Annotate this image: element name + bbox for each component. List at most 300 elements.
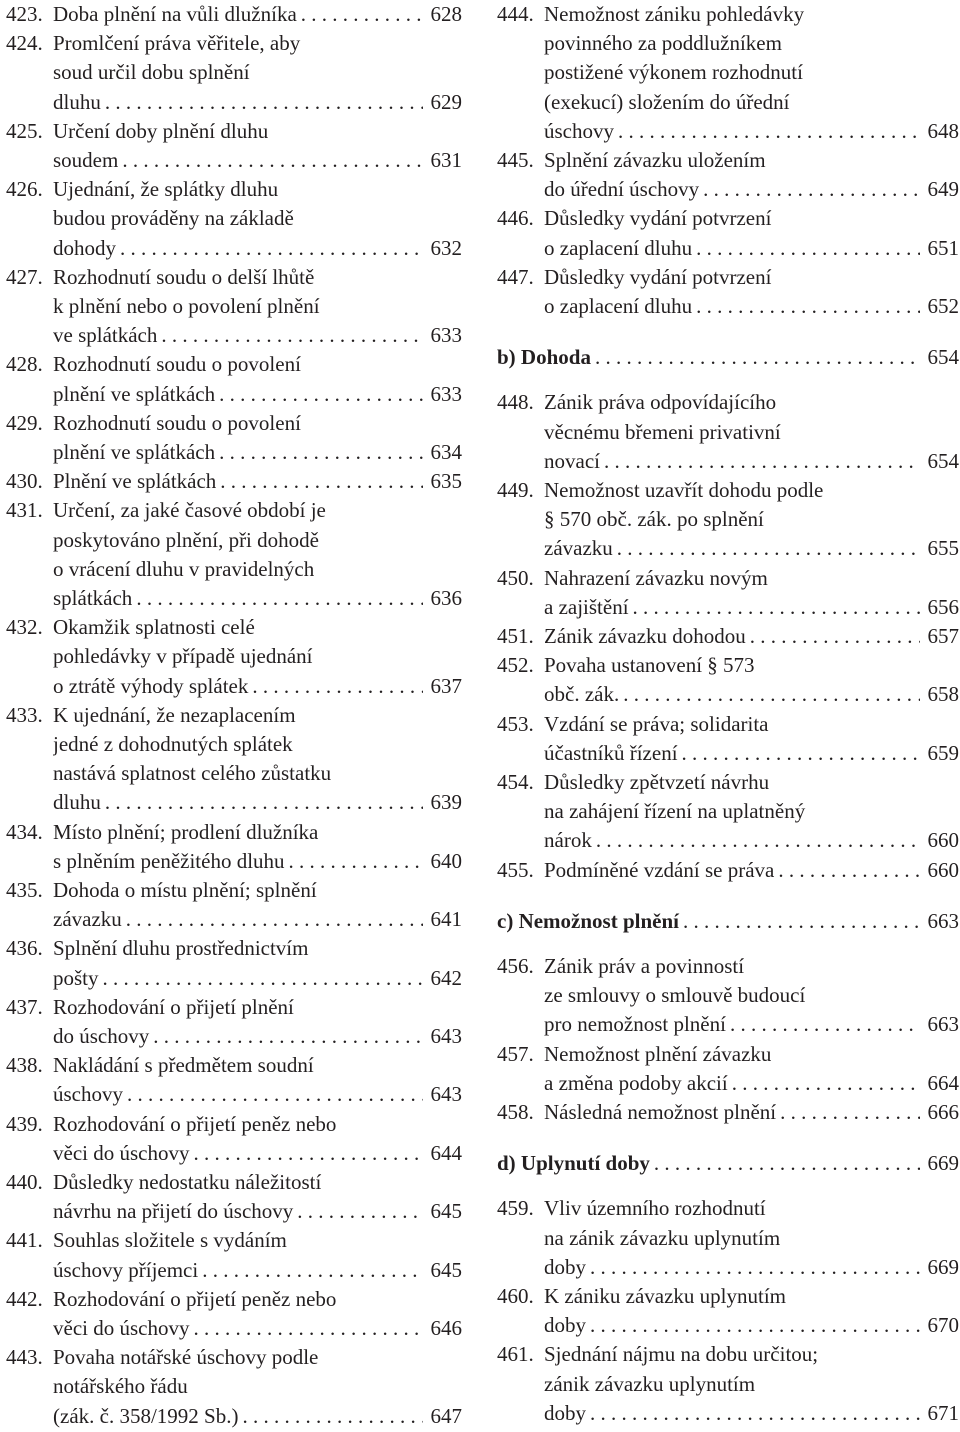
dot-leader [776, 1098, 919, 1127]
entry-title-line [53, 584, 462, 613]
entry-number: 424. [6, 31, 43, 56]
entry-title-line: Určení doby plnění dluhu [53, 118, 269, 143]
entry-title-line [544, 1098, 959, 1127]
entry-title-text: s plněním peněžitého dluhu [53, 848, 285, 873]
toc-entry[interactable] [497, 0, 959, 146]
entry-title [53, 1168, 462, 1226]
page-number: 631 [430, 147, 462, 172]
toc-entry[interactable] [6, 818, 462, 876]
entry-title-line: povinného za poddlužníkem [544, 31, 782, 56]
entry-title-line: Určení, za jaké časové období je [53, 498, 326, 523]
entry-title-line [53, 1197, 462, 1226]
page-number: 659 [927, 740, 959, 765]
entry-title-line [53, 1022, 462, 1051]
toc-entry[interactable] [497, 952, 959, 1040]
entry-title [544, 622, 959, 651]
entry-number: 454. [497, 770, 534, 794]
entry-title-line: zánik závazku uplynutím [544, 1371, 756, 1396]
entry-title-text: ve splátkách [53, 323, 158, 348]
entry-number: 431. [6, 498, 43, 523]
entry-title-line [53, 672, 462, 701]
entry-title-line [53, 1402, 462, 1431]
toc-entry[interactable] [6, 934, 462, 992]
dot-leader [592, 826, 920, 855]
toc-entry[interactable] [6, 1110, 462, 1168]
toc-entry[interactable] [6, 1285, 462, 1343]
page-number: 643 [430, 1082, 462, 1107]
page-number: 647 [430, 1403, 462, 1428]
entry-title-line [544, 739, 959, 768]
entry-number: 457. [497, 1041, 534, 1066]
entry-title-line: Povaha ustanovení § 573 [544, 653, 755, 678]
toc-entry[interactable] [6, 0, 462, 29]
entry-title [544, 0, 959, 146]
entry-title-line: Nemožnost uzavřít dohodu podle [544, 478, 824, 502]
entry-title-text: (zák. č. 358/1992 Sb.) [53, 1403, 239, 1428]
entry-title-line: soud určil dobu splnění [53, 60, 250, 85]
entry-title-line: Souhlas složitele s vydáním [53, 1228, 287, 1253]
toc-entry[interactable] [6, 1168, 462, 1226]
entry-title-line [53, 1139, 462, 1168]
dot-leader [692, 292, 919, 321]
dot-leader [293, 1197, 422, 1226]
dot-leader [629, 593, 920, 622]
entry-title-text: doby [544, 1313, 586, 1338]
entry-title-line: Rozhodování o přijetí peněz nebo [53, 1286, 337, 1311]
entry-title-text: dluhu [53, 790, 101, 815]
entry-title-text: dluhu [53, 89, 101, 114]
entry-title-line [544, 292, 959, 321]
page-number: 629 [430, 89, 462, 114]
entry-title [544, 651, 959, 709]
entry-title-line: poskytováno plnění, při dohodě [53, 527, 319, 552]
toc-entry[interactable] [497, 476, 959, 564]
dot-leader [101, 88, 423, 117]
entry-title-text: Podmíněné vzdání se práva [544, 857, 775, 882]
entry-title-line: Vliv územního rozhodnutí [544, 1196, 766, 1221]
entry-title-line: na zánik závazku uplynutím [544, 1225, 781, 1250]
entry-title-line: pohledávky v případě ujednání [53, 644, 313, 669]
dot-leader [215, 380, 422, 409]
entry-title [53, 1110, 462, 1168]
dot-leader [285, 847, 423, 876]
entry-title-text: závazku [544, 536, 613, 561]
toc-entry[interactable] [6, 1051, 462, 1109]
section-title: c) Nemožnost plnění [497, 908, 679, 933]
entry-title-line: ze smlouvy o smlouvě budoucí [544, 983, 806, 1008]
toc-entry[interactable] [6, 1226, 462, 1284]
entry-title-line: Rozhodnutí soudu o delší lhůtě [53, 264, 315, 289]
toc-entry[interactable] [497, 204, 959, 262]
entry-number: 436. [6, 936, 43, 961]
page-number: 660 [927, 857, 959, 882]
entry-title-line [53, 788, 462, 817]
dot-leader [728, 1069, 920, 1098]
page-number: 654 [927, 448, 959, 473]
entry-title-text: návrhu na přijetí do úschovy [53, 1199, 294, 1224]
entry-number: 438. [6, 1053, 43, 1078]
dot-leader [586, 1399, 920, 1428]
entry-title-line: Ujednání, že splátky dluhu [53, 177, 279, 202]
entry-title-line: Nakládání s předmětem soudní [53, 1053, 314, 1078]
page-number: 643 [430, 1023, 462, 1048]
entry-title-line: Důsledky vydání potvrzení [544, 264, 772, 289]
entry-title-text: věci do úschovy [53, 1315, 190, 1340]
dot-leader [149, 1022, 422, 1051]
entry-number: 437. [6, 994, 43, 1019]
entry-title-line: Okamžik splatnosti celé [53, 615, 255, 640]
dot-leader [122, 905, 423, 934]
toc-entry[interactable] [6, 613, 462, 701]
entry-title [53, 467, 462, 496]
toc-entry[interactable] [497, 1098, 959, 1127]
entry-title-line [53, 321, 462, 350]
page-number: 646 [430, 1315, 462, 1340]
toc-entry[interactable] [6, 496, 462, 613]
toc-entry[interactable] [6, 701, 462, 818]
entry-title-text: Plnění ve splátkách [53, 469, 217, 494]
dot-leader [157, 321, 422, 350]
entry-title-line: Nahrazení závazku novým [544, 565, 768, 590]
entry-title-line: Sjednání nájmu na dobu určitou; [544, 1342, 819, 1367]
entry-title [53, 1226, 462, 1284]
entry-title [53, 818, 462, 876]
entry-title-line [53, 467, 462, 496]
entry-title-line: o vrácení dluhu v pravidelných [53, 556, 315, 581]
dot-leader [614, 117, 920, 146]
toc-entry[interactable] [497, 1194, 959, 1282]
dot-leader [774, 856, 919, 885]
page-number: 649 [927, 177, 959, 202]
entry-title [53, 29, 462, 117]
entry-title-text: dohody [53, 235, 116, 260]
toc-entry[interactable] [6, 1343, 462, 1431]
entry-title-line: jedné z dohodnutých splátek [53, 731, 293, 756]
toc-entry[interactable] [497, 1040, 959, 1098]
toc-entry[interactable] [6, 175, 462, 263]
entry-title-line: Povaha notářské úschovy podle [53, 1345, 319, 1370]
section-title: b) Dohoda [497, 345, 591, 370]
page-number: 634 [430, 439, 462, 464]
entry-title-line: Rozhodování o přijetí peněz nebo [53, 1111, 337, 1136]
toc-entry[interactable] [497, 263, 959, 321]
page-number: 633 [430, 323, 462, 348]
dot-leader [123, 1080, 423, 1109]
entry-title-line: Zánik práva odpovídajícího [544, 390, 777, 415]
entry-number: 459. [497, 1196, 534, 1221]
entry-number: 433. [6, 702, 43, 727]
page-number: 642 [430, 965, 462, 990]
entry-number: 434. [6, 819, 43, 844]
entry-number: 430. [6, 469, 43, 494]
entry-number: 453. [497, 711, 534, 736]
dot-leader [198, 1256, 422, 1285]
entry-title-line: K ujednání, že nezaplacením [53, 702, 296, 727]
entry-title-line: Důsledky zpětvzetí návrhu [544, 770, 770, 794]
entry-number: 442. [6, 1286, 43, 1311]
entry-title-text: o zaplacení dluhu [544, 293, 693, 318]
entry-number: 451. [497, 624, 534, 648]
entry-number: 447. [497, 264, 534, 289]
page-number: 651 [927, 235, 959, 260]
entry-title-line: Nemožnost zániku pohledávky [544, 2, 805, 26]
entry-number: 445. [497, 148, 534, 172]
entry-title-line: Rozhodnutí soudu o povolení [53, 352, 301, 377]
entry-title [544, 1340, 959, 1428]
entry-title-line [544, 1311, 959, 1340]
entry-title-line [53, 964, 462, 993]
page-number: 655 [927, 536, 959, 561]
entry-number: 444. [497, 2, 534, 26]
entry-title-line [53, 847, 462, 876]
entry-title-text: Následná nemožnost plnění [544, 1100, 777, 1124]
entry-title [53, 496, 462, 613]
toc-entry[interactable] [6, 29, 462, 117]
toc-entry[interactable] [497, 564, 959, 622]
section-title: d) Uplynutí doby [497, 1151, 650, 1176]
entry-title [544, 1040, 959, 1098]
page-number: 633 [430, 381, 462, 406]
entry-title-text: do úschovy [53, 1023, 150, 1048]
entry-title-text: doby [544, 1254, 586, 1279]
page-number: 652 [927, 293, 959, 318]
entry-title-text: a zajištění [544, 594, 629, 619]
entry-title-line [544, 1069, 959, 1098]
dot-leader [297, 0, 423, 29]
entry-title-line: nastává splatnost celého zůstatku [53, 761, 332, 786]
dot-leader [189, 1139, 422, 1168]
entry-title-text: pro nemožnost plnění [544, 1012, 726, 1037]
entry-number: 446. [497, 206, 534, 231]
page-number: 645 [430, 1257, 462, 1282]
entry-title-text: o zaplacení dluhu [544, 235, 693, 260]
entry-title [544, 204, 959, 262]
entry-title [544, 710, 959, 768]
entry-title [53, 993, 462, 1051]
entry-title-line: budou prováděny na základě [53, 206, 294, 231]
entry-title-line: Splnění závazku uložením [544, 148, 766, 172]
dot-leader [586, 1253, 920, 1282]
entry-title [53, 409, 462, 467]
entry-title-line [544, 856, 959, 885]
entry-title-line [53, 1314, 462, 1343]
entry-number: 429. [6, 410, 43, 435]
toc-entry[interactable] [497, 1340, 959, 1428]
toc-entry[interactable] [6, 409, 462, 467]
entry-title-line [53, 905, 462, 934]
entry-title [53, 1051, 462, 1109]
entry-title-line [53, 1256, 462, 1285]
entry-title-text: novací [544, 448, 600, 473]
entry-title [53, 1343, 462, 1431]
dot-leader [650, 1149, 920, 1178]
toc-entry[interactable] [497, 1282, 959, 1340]
entry-title-line: Dohoda o místu plnění; splnění [53, 878, 317, 902]
toc-entry[interactable] [6, 876, 462, 934]
entry-title [544, 263, 959, 321]
entry-title-line: k plnění nebo o povolení plnění [53, 293, 320, 318]
entry-title-line [544, 175, 959, 204]
dot-leader [118, 146, 422, 175]
dot-leader [692, 234, 919, 263]
dot-leader [699, 175, 919, 204]
entry-title-line: Nemožnost plnění závazku [544, 1041, 772, 1066]
toc-entry[interactable] [497, 622, 959, 651]
toc-entry[interactable] [6, 263, 462, 351]
entry-title-line: (exekucí) složením do úřední [544, 89, 790, 114]
entry-title-line: § 570 obč. zák. po splnění [544, 507, 764, 532]
page-number: 648 [927, 118, 959, 143]
toc-entry[interactable] [497, 651, 959, 709]
entry-title-line [544, 1399, 959, 1428]
toc-entry[interactable] [497, 710, 959, 768]
dot-leader [216, 467, 422, 496]
entry-title-line: Rozhodnutí soudu o povolení [53, 410, 301, 435]
toc-entry[interactable] [6, 117, 462, 175]
page-number: 664 [927, 1070, 959, 1095]
entry-title-text: plnění ve splátkách [53, 381, 216, 406]
entry-number: 426. [6, 177, 43, 202]
entry-number: 440. [6, 1170, 43, 1194]
entry-number: 452. [497, 653, 534, 678]
entry-number: 458. [497, 1100, 534, 1124]
entry-title-text: soudem [53, 147, 119, 172]
entry-title [544, 1282, 959, 1340]
entry-number: 455. [497, 857, 534, 882]
page-number: 666 [927, 1100, 959, 1124]
entry-title-text: účastníků řízení [544, 740, 678, 765]
dot-leader [726, 1010, 920, 1039]
page-number: 663 [927, 908, 959, 933]
entry-title-line [53, 1080, 462, 1109]
toc-section-heading[interactable] [497, 1149, 959, 1178]
entry-title [544, 564, 959, 622]
entry-title-text: Zánik závazku dohodou [544, 624, 746, 648]
entry-title-text: nárok [544, 828, 592, 853]
page-number: 637 [430, 673, 462, 698]
toc-section-heading[interactable] [497, 343, 959, 372]
entry-title-line: Splnění dluhu prostřednictvím [53, 936, 309, 961]
entry-title-line [53, 146, 462, 175]
entry-title-line [544, 593, 959, 622]
entry-title [544, 768, 959, 856]
page-number: 670 [927, 1313, 959, 1338]
entry-title-line: Důsledky vydání potvrzení [544, 206, 772, 231]
toc-entry[interactable] [497, 388, 959, 476]
dot-leader [613, 534, 920, 563]
entry-title-line: věcnému břemeni privativní [544, 419, 781, 444]
page-number: 645 [430, 1199, 462, 1224]
entry-title [544, 1098, 959, 1127]
entry-title [53, 350, 462, 408]
page-number: 654 [927, 345, 959, 370]
entry-title [544, 952, 959, 1040]
entry-title [544, 146, 959, 204]
page-number: 641 [430, 907, 462, 932]
dot-leader [248, 672, 422, 701]
dot-leader [238, 1402, 422, 1431]
page-number: 663 [927, 1012, 959, 1037]
page-number: 635 [430, 469, 462, 494]
page-number: 639 [430, 790, 462, 815]
entry-title-line [544, 680, 959, 709]
entry-number: 456. [497, 954, 534, 978]
entry-number: 423. [6, 2, 43, 26]
page-number: 656 [927, 594, 959, 619]
dot-leader [591, 343, 920, 372]
entry-title-text: obč. zák. [544, 682, 620, 707]
dot-leader [746, 622, 920, 651]
entry-title-line: Místo plnění; prodlení dlužníka [53, 819, 319, 844]
entry-number: 461. [497, 1342, 534, 1367]
entry-number: 450. [497, 565, 534, 590]
entry-number: 427. [6, 264, 43, 289]
page-number: 644 [430, 1140, 462, 1165]
entry-title-text: pošty [53, 965, 99, 990]
entry-title [544, 1194, 959, 1282]
entry-title-line [544, 1253, 959, 1282]
page-number: 660 [927, 828, 959, 853]
entry-number: 460. [497, 1284, 534, 1308]
entry-number: 425. [6, 118, 43, 143]
entry-title-line [53, 0, 462, 29]
toc-entry[interactable] [497, 146, 959, 204]
entry-title [53, 117, 462, 175]
entry-title-line: notářského řádu [53, 1374, 188, 1399]
dot-leader [586, 1311, 920, 1340]
dot-leader [600, 447, 920, 476]
toc-section-heading[interactable] [497, 907, 959, 936]
toc-entry[interactable] [497, 768, 959, 856]
entry-title [544, 476, 959, 564]
entry-title-text: a změna podoby akcií [544, 1070, 728, 1095]
entry-title-line [544, 234, 959, 263]
entry-title [544, 856, 959, 885]
page-number: 669 [927, 1254, 959, 1279]
entry-title-line: Vzdání se práva; solidarita [544, 711, 769, 736]
page-number: 632 [430, 235, 462, 260]
entry-number: 439. [6, 1111, 43, 1136]
entry-number: 435. [6, 878, 43, 902]
entry-title-line [53, 438, 462, 467]
entry-title-line [544, 1010, 959, 1039]
page-number: 658 [927, 682, 959, 707]
entry-title-text: splátkách [53, 585, 133, 610]
dot-leader [189, 1314, 422, 1343]
entry-number: 443. [6, 1345, 43, 1370]
entry-title-line [544, 622, 959, 651]
entry-title-text: věci do úschovy [53, 1140, 190, 1165]
entry-title-line: Rozhodování o přijetí plnění [53, 994, 294, 1019]
entry-number: 428. [6, 352, 43, 377]
page-number: 657 [927, 624, 959, 648]
entry-title-text: do úřední úschovy [544, 177, 700, 202]
entry-title [544, 388, 959, 476]
entry-number: 432. [6, 615, 43, 640]
toc-entry[interactable] [6, 993, 462, 1051]
toc-entry[interactable] [6, 467, 462, 496]
dot-leader [619, 680, 919, 709]
toc-entry[interactable] [6, 350, 462, 408]
entry-number: 449. [497, 478, 534, 502]
entry-title-line [544, 534, 959, 563]
entry-title-line [53, 234, 462, 263]
entry-title [53, 1285, 462, 1343]
entry-title-text: úschovy [53, 1082, 123, 1107]
entry-title-text: o ztrátě výhody splátek [53, 673, 249, 698]
entry-title-line [53, 88, 462, 117]
toc-entry[interactable] [497, 856, 959, 885]
